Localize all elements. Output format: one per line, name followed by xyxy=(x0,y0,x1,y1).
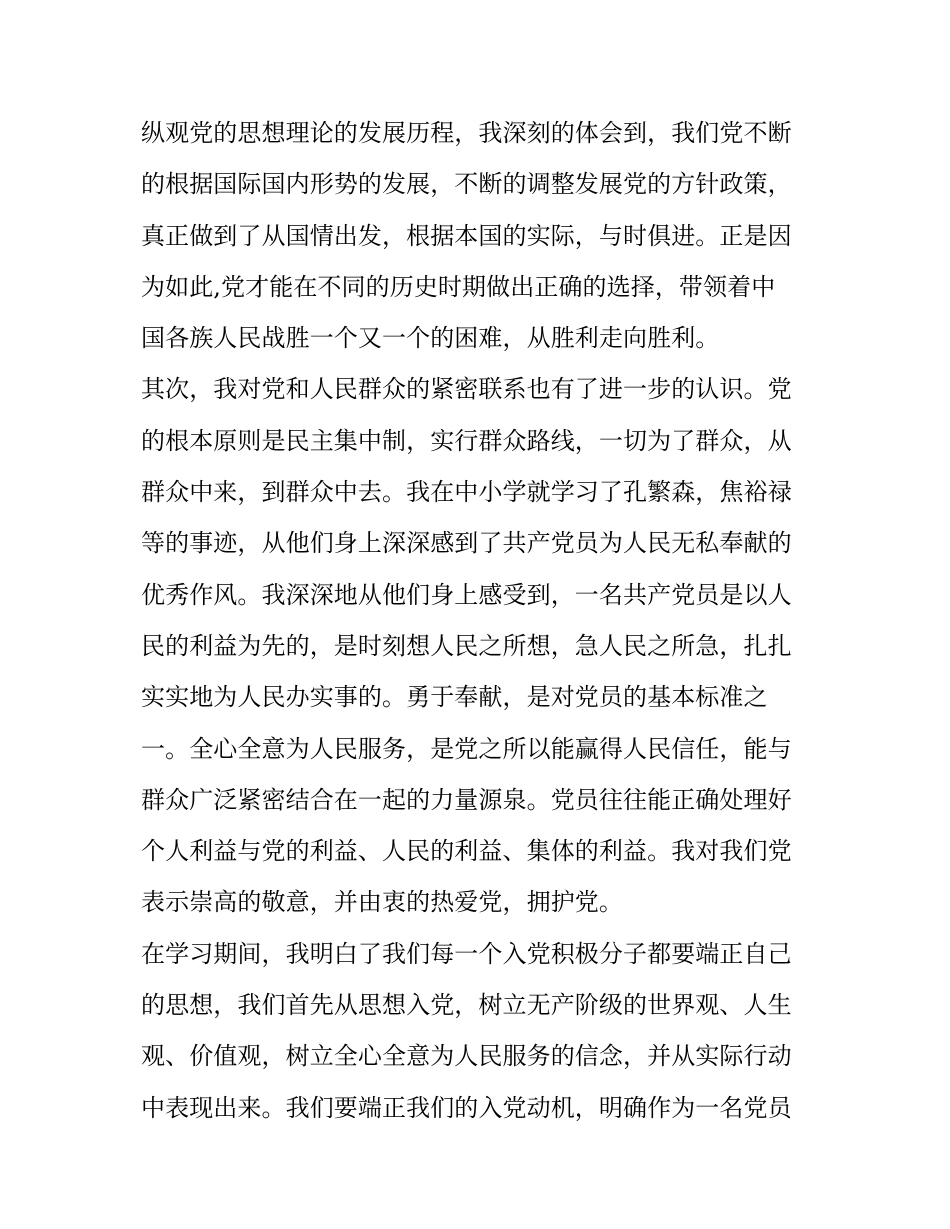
text-line: 的根本原则是民主集中制，实行群众路线，一切为了群众，从 xyxy=(141,426,792,455)
text-line: 的思想，我们首先从思想入党，树立无产阶级的世界观、人生 xyxy=(141,991,792,1020)
text-line: 优秀作风。我深深地从他们身上感受到，一名共产党员是以人 xyxy=(141,580,792,609)
text-line: 国各族人民战胜一个又一个的困难，从胜利走向胜利。 xyxy=(141,324,720,353)
document-body xyxy=(141,108,831,1134)
text-line: 群众中来，到群众中去。我在中小学就学习了孔繁森，焦裕禄 xyxy=(141,478,792,507)
text-line: 等的事迹，从他们身上深深感到了共产党员为人民无私奉献的 xyxy=(141,529,792,558)
text-line: 其次，我对党和人民群众的紧密联系也有了进一步的认识。党 xyxy=(141,375,792,404)
text-line: 观、价值观，树立全心全意为人民服务的信念，并从实际行动 xyxy=(141,1042,792,1071)
text-line: 实实地为人民办实事的。勇于奉献，是对党员的基本标准之 xyxy=(141,683,768,712)
text-line: 群众广泛紧密结合在一起的力量源泉。党员往往能正确处理好 xyxy=(141,785,792,814)
text-line: 的根据国际国内形势的发展，不断的调整发展党的方针政策， xyxy=(141,170,792,199)
text-line: 在学习期间，我明白了我们每一个入党积极分子都要端正自己 xyxy=(141,939,792,968)
text-line: 个人利益与党的利益、人民的利益、集体的利益。我对我们党 xyxy=(141,837,792,866)
text-line: 一。全心全意为人民服务，是党之所以能赢得人民信任，能与 xyxy=(141,734,792,763)
text-line: 表示崇高的敬意，并由衷的热爱党，拥护党。 xyxy=(141,888,623,917)
text-line: 中表现出来。我们要端正我们的入党动机，明确作为一名党员 xyxy=(141,1093,792,1122)
text-line: 真正做到了从国情出发，根据本国的实际，与时俱进。正是因 xyxy=(141,221,792,250)
text-line: 纵观党的思想理论的发展历程，我深刻的体会到，我们党不断 xyxy=(141,119,792,147)
text-line: 民的利益为先的，是时刻想人民之所想，急人民之所急，扎扎 xyxy=(141,631,792,660)
text-line: 为如此,党才能在不同的历史时期做出正确的选择，带领着中 xyxy=(141,272,776,301)
